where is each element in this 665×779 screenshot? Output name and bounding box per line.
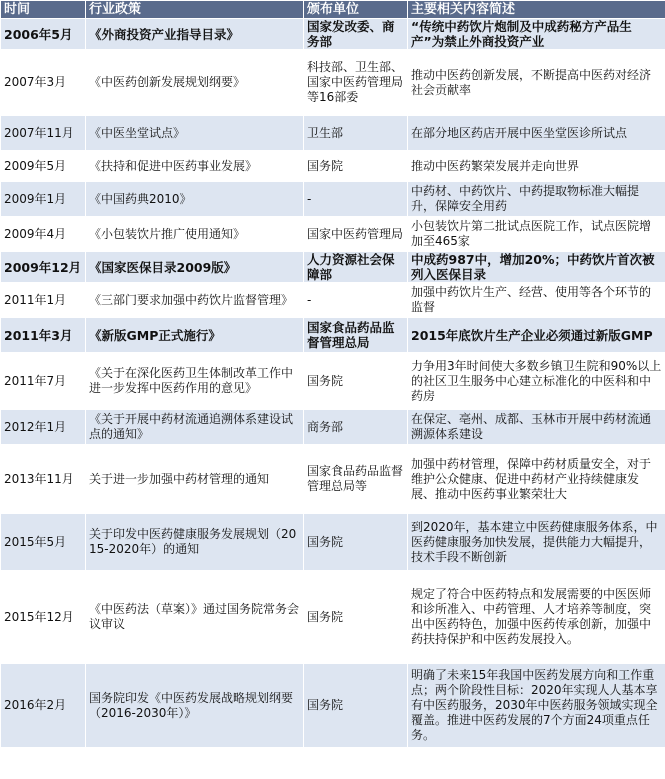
row-time: 2016年2月 bbox=[1, 664, 86, 748]
row-summary: 力争用3年时间使大多数乡镇卫生院和90%以上的社区卫生服务中心建立标准化的中医科和中药房 bbox=[408, 353, 665, 410]
row-policy: 《三部门要求加强中药饮片监督管理》 bbox=[86, 283, 304, 318]
table-row bbox=[1, 410, 665, 445]
row-time: 2009年4月 bbox=[1, 217, 86, 252]
header-time: 时间 bbox=[1, 1, 86, 19]
table-row bbox=[1, 50, 665, 116]
row-summary: 在保定、亳州、成都、玉林市开展中药材流通溯源体系建设 bbox=[408, 410, 665, 445]
table-row bbox=[1, 571, 665, 664]
header-summary: 主要相关内容简述 bbox=[408, 1, 665, 19]
row-time: 2011年3月 bbox=[1, 318, 86, 353]
row-time: 2013年11月 bbox=[1, 445, 86, 514]
row-policy: 《新版GMP正式施行》 bbox=[86, 318, 304, 353]
table-row bbox=[1, 318, 665, 353]
row-summary: 推动中医药繁荣发展并走向世界 bbox=[408, 151, 665, 182]
row-time: 2011年1月 bbox=[1, 283, 86, 318]
row-issuer: 国务院 bbox=[304, 664, 408, 748]
row-policy: 《中医药法（草案）》通过国务院常务会议审议 bbox=[86, 571, 304, 664]
table-row bbox=[1, 217, 665, 252]
row-summary: 中成药987中，增加20%；中药饮片首次被列入医保目录 bbox=[408, 252, 665, 283]
row-summary: 小包装饮片第二批试点医院工作，试点医院增加至465家 bbox=[408, 217, 665, 252]
row-issuer: 国家食品药品监督管理总局 bbox=[304, 318, 408, 353]
table-row bbox=[1, 664, 665, 748]
row-summary: 规定了符合中医药特点和发展需要的中医医师和诊所准入、中药管理、人才培养等制度，突出中医药特色，加强中医药传承创新，加强中药扶持保护和中医药发展投入。 bbox=[408, 571, 665, 664]
row-issuer: 商务部 bbox=[304, 410, 408, 445]
row-issuer: - bbox=[304, 182, 408, 217]
row-policy: 《关于开展中药材流通追溯体系建设试点的通知》 bbox=[86, 410, 304, 445]
row-issuer: 卫生部 bbox=[304, 116, 408, 151]
row-time: 2009年1月 bbox=[1, 182, 86, 217]
row-policy: 《外商投资产业指导目录》 bbox=[86, 19, 304, 50]
row-time: 2011年7月 bbox=[1, 353, 86, 410]
table-row bbox=[1, 116, 665, 151]
row-policy: 《扶持和促进中医药事业发展》 bbox=[86, 151, 304, 182]
table-row bbox=[1, 283, 665, 318]
row-policy: 《国家医保目录2009版》 bbox=[86, 252, 304, 283]
header-issuer: 颁布单位 bbox=[304, 1, 408, 19]
row-policy: 关于进一步加强中药材管理的通知 bbox=[86, 445, 304, 514]
table-row bbox=[1, 182, 665, 217]
row-time: 2007年3月 bbox=[1, 50, 86, 116]
row-issuer: 国务院 bbox=[304, 151, 408, 182]
row-issuer: 国家中医药管理局 bbox=[304, 217, 408, 252]
row-policy: 《中国药典2010》 bbox=[86, 182, 304, 217]
table-row bbox=[1, 514, 665, 571]
row-policy: 国务院印发《中医药发展战略规划纲要（2016-2030年）》 bbox=[86, 664, 304, 748]
row-time: 2007年11月 bbox=[1, 116, 86, 151]
table-body bbox=[1, 19, 665, 748]
row-policy: 《中医坐堂试点》 bbox=[86, 116, 304, 151]
row-time: 2015年5月 bbox=[1, 514, 86, 571]
row-summary: “传统中药饮片炮制及中成药秘方产品生产”为禁止外商投资产业 bbox=[408, 19, 665, 50]
row-summary: 推动中医药创新发展，不断提高中医药对经济社会贡献率 bbox=[408, 50, 665, 116]
row-issuer: 人力资源社会保障部 bbox=[304, 252, 408, 283]
row-time: 2012年1月 bbox=[1, 410, 86, 445]
row-policy: 《小包装饮片推广使用通知》 bbox=[86, 217, 304, 252]
row-summary: 中药材、中药饮片、中药提取物标准大幅提升，保障安全用药 bbox=[408, 182, 665, 217]
row-policy: 关于印发中医药健康服务发展规划（2015-2020年）的通知 bbox=[86, 514, 304, 571]
row-time: 2015年12月 bbox=[1, 571, 86, 664]
table-row bbox=[1, 151, 665, 182]
header-policy: 行业政策 bbox=[86, 1, 304, 19]
row-issuer: 国务院 bbox=[304, 514, 408, 571]
row-issuer: 国务院 bbox=[304, 571, 408, 664]
row-issuer: - bbox=[304, 283, 408, 318]
table-row bbox=[1, 445, 665, 514]
row-issuer: 国家发改委、商务部 bbox=[304, 19, 408, 50]
header-row bbox=[1, 1, 665, 19]
row-time: 2009年12月 bbox=[1, 252, 86, 283]
row-summary: 2015年底饮片生产企业必须通过新版GMP bbox=[408, 318, 665, 353]
row-summary: 加强中药饮片生产、经营、使用等各个环节的监督 bbox=[408, 283, 665, 318]
row-summary: 在部分地区药店开展中医坐堂医诊所试点 bbox=[408, 116, 665, 151]
table-row bbox=[1, 19, 665, 50]
table-row bbox=[1, 252, 665, 283]
row-summary: 明确了未来15年我国中医药发展方向和工作重点；两个阶段性目标：2020年实现人人基本享有中医药服务，2030年中医药服务领域实现全覆盖。推进中医药发展的7个方面24项重点任务。 bbox=[408, 664, 665, 748]
row-issuer: 国务院 bbox=[304, 353, 408, 410]
row-time: 2006年5月 bbox=[1, 19, 86, 50]
row-summary: 到2020年，基本建立中医药健康服务体系，中医药健康服务加快发展，提供能力大幅提升，技术手段不断创新 bbox=[408, 514, 665, 571]
table-row bbox=[1, 353, 665, 410]
row-time: 2009年5月 bbox=[1, 151, 86, 182]
row-summary: 加强中药材管理，保障中药材质量安全，对于维护公众健康、促进中药材产业持续健康发展、推动中医药事业繁荣壮大 bbox=[408, 445, 665, 514]
row-policy: 《中医药创新发展规划纲要》 bbox=[86, 50, 304, 116]
row-issuer: 国家食品药品监督管理总局等 bbox=[304, 445, 408, 514]
row-policy: 《关于在深化医药卫生体制改革工作中进一步发挥中医药作用的意见》 bbox=[86, 353, 304, 410]
row-issuer: 科技部、卫生部、国家中医药管理局等16部委 bbox=[304, 50, 408, 116]
